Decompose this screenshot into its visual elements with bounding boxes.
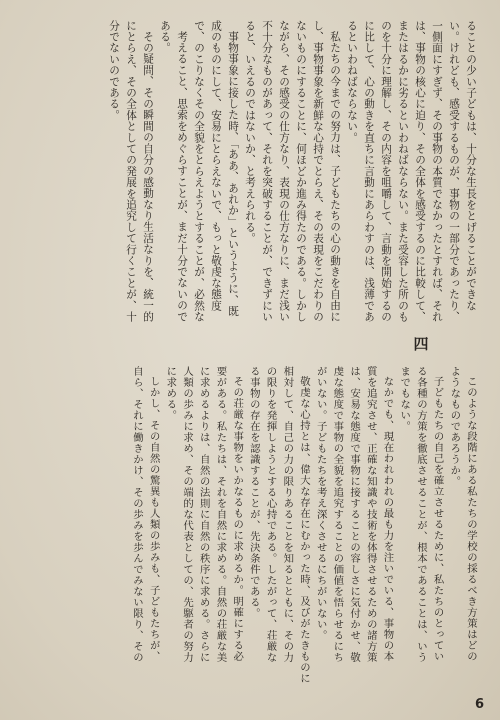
text-line: るといわねばならない。 — [346, 20, 358, 144]
text-line: は、事物の核心に迫り、その全体を感受するのに比較して、 — [414, 20, 426, 323]
text-line: 成のものにして、安易にとらえないで、もっと敬虔な態度 — [210, 20, 222, 312]
text-line: のを十分に理解し、その内容を咀嚼して、言動を開始するの — [380, 20, 392, 323]
text-line: 私たちの今までの努力は、子どもたちの心の動きを自由に — [329, 30, 341, 322]
text-line: またはるかに劣るといわねばならない。また受容した所のも — [397, 20, 409, 323]
text-line: ようなものであろうか。 — [448, 366, 461, 487]
text-line: ながら、その感受の仕方なり、表現の仕方なりに、まだ浅い — [278, 20, 290, 323]
text-line: このような段階にある私たちの学校の採るべき方策はどの — [465, 376, 477, 663]
text-line: に比して、心の動きを直ちに言動にあらわすのは、浅薄であ — [363, 20, 375, 323]
upper-text-block — [64, 20, 479, 326]
text-line: までもない。 — [398, 366, 411, 432]
text-line: ると、いえるのではないか、と考えられる。 — [244, 20, 256, 244]
text-line: がいない。子どもたちを考え深くさせるにちがいない。 — [314, 366, 327, 641]
text-line: 敬虔な心持とは、偉大な存在にむかった時、及びがたきものに — [297, 376, 310, 685]
text-line: ないものにすることに、何ほどか進み得たのである。しかし — [295, 20, 307, 323]
text-line: 分でないのである。 — [108, 20, 120, 121]
text-line: その疑問、その瞬間の自分の感動なり生活なりを、統一的 — [142, 30, 154, 322]
text-line: 子どもたちの自己を確立させるために、私たちのとってい — [431, 376, 444, 663]
text-line: ある。 — [159, 20, 171, 54]
text-line: ることの少い子どもは、十分な生長をとげることができな — [465, 20, 477, 312]
text-line: し、事物事象を新鮮な心持でとらえ、その表現をこだわりの — [312, 20, 324, 323]
text-line: で、のこりなくその全貌をとらえようとすることが、必然な — [193, 20, 205, 323]
page-number: 6 — [474, 697, 484, 712]
section-number-heading: 四 — [413, 334, 429, 353]
text-line: の限りを発揮しようとする心持である。したがって、荘厳な — [264, 366, 277, 663]
text-line: に求める。 — [164, 366, 177, 421]
text-line: 質を追究させ、正確な知識や技術を体得させるための諸方策 — [364, 366, 377, 663]
text-line: 事物事象に接した時、「ああ、あれか」というように、既 — [227, 30, 239, 317]
text-line: 相対して、自己の力の限りあることを知るとともに、その力 — [281, 366, 294, 663]
text-line: 人類の歩みに求め、その端的な代表としての、先駆者の努力 — [181, 366, 194, 663]
text-line: る各種の方策を徹底させることが、根本であることは、いう — [414, 366, 427, 663]
text-line: 一側面にすぎず、その事物の本質でなかったとすれば、それ — [431, 20, 443, 323]
text-line: 要がある。私たちは、それを自然に求める。自然の荘厳な美 — [214, 366, 227, 663]
text-line: 虔な態度で事物の全貌を追究することの価値を悟らせるにち — [331, 366, 344, 663]
text-line: 考えること、思索をめぐらすことが、まだ十分でないので — [176, 30, 188, 322]
text-line: は、安易な態度で事物に接することの容しさに気付かせ、敬 — [348, 366, 361, 663]
text-line: る事物の存在を認識することが、先決条件である。 — [247, 366, 260, 619]
text-line: その荘厳な事物をいかなるものに求めるか。明確にする必 — [231, 376, 244, 663]
text-line: なかでも、現在われわれの最も力を注いでいる、事物の本 — [381, 376, 394, 663]
text-line: い。けれども、感受するものが、事物の一部分であったり、 — [448, 20, 460, 323]
text-line: 自ら、それに働きかけ、その歩みを歩んでみない限り、その — [130, 366, 143, 663]
text-line: 不十分なものがあって、それを突破することが、できずにい — [261, 20, 273, 323]
lower-text-block — [64, 366, 479, 686]
text-line: しかし、その自然の驚異も人類の歩みも、子どもたちが、 — [147, 376, 160, 663]
text-line: に求めるよりは、自然の法則に自然の秩序に求める。さらに — [197, 366, 210, 663]
text-line: にとらえ、その全体としての発展を追究して行くことが、十 — [125, 20, 137, 323]
